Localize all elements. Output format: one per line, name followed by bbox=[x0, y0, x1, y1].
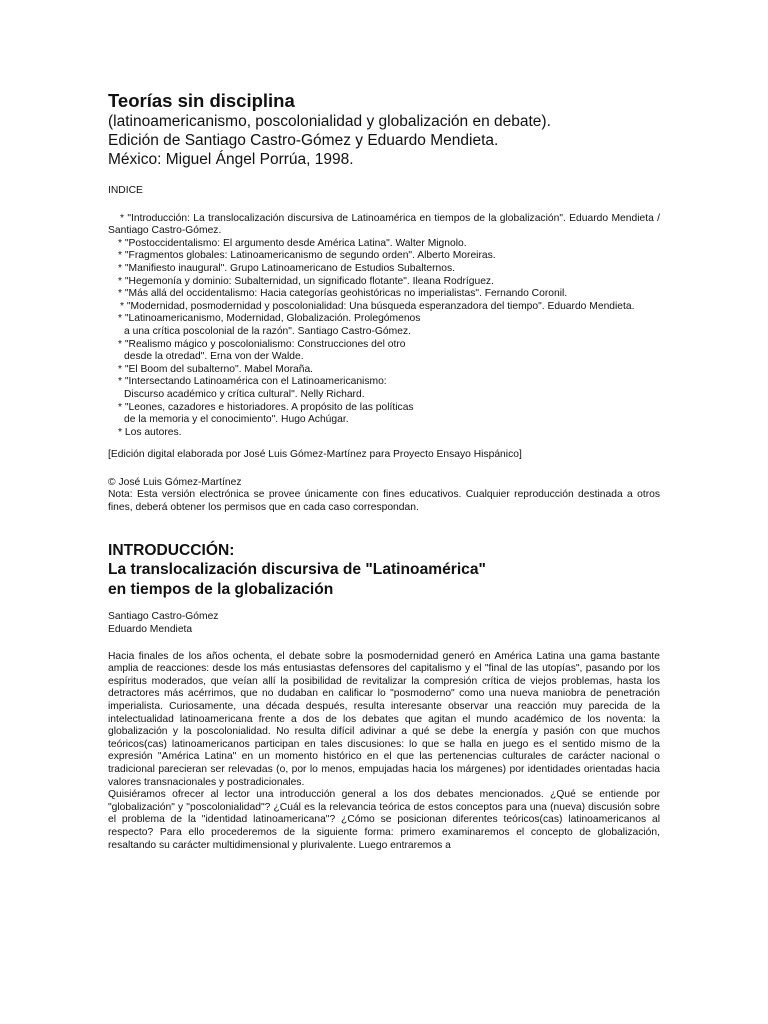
index-item-continuation: Discurso académico y crítica cultural". Nelly Richard. bbox=[124, 388, 365, 400]
index-item-continuation: a una crítica poscolonial de la razón". Santiago Castro-Gómez. bbox=[124, 325, 411, 337]
index-item: * Los autores. bbox=[118, 426, 182, 438]
index-item: * "Manifiesto inaugural". Grupo Latinoamericano de Estudios Subalternos. bbox=[118, 262, 456, 274]
index-item: * "Intersectando Latinoamérica con el Latinoamericanismo: bbox=[118, 376, 387, 388]
index-item: * "Postoccidentalismo: El argumento desde América Latina". Walter Mignolo. bbox=[118, 237, 467, 249]
intro-body bbox=[108, 651, 660, 853]
book-publisher: México: Miguel Ángel Porrúa, 1998. bbox=[108, 151, 354, 168]
index-item: * "Leones, cazadores e historiadores. A propósito de las políticas bbox=[118, 401, 414, 413]
introduction-heading bbox=[108, 541, 660, 600]
edition-note-block bbox=[108, 449, 660, 514]
body-paragraph: Quisiéramos ofrecer al lector una introducción general a los dos debates mencionados. ¿Qué se entiende por "globalización" y "poscolonialidad"? ¿Cuál es la relevancia teórica de estos conceptos para una (nueva) discusión sobre el problema de la "identidad latinoamericana"? ¿Cómo se posicionan diferentes teóricos(cas) latinoamericanos al respecto? Para ello procederemos de la siguiente forma: primero examinaremos el concepto de globalización, resaltando su carácter multidimensional y plurivalente. Luego entraremos a bbox=[108, 789, 660, 851]
intro-heading-line: en tiempos de la globalización bbox=[108, 580, 334, 598]
index-item-continuation: de la memoria y el conocimiento". Hugo Achúgar. bbox=[124, 414, 349, 426]
index-item: * "Modernidad, posmodernidad y poscolonialidad: Una búsqueda esperanzadora del tiempo". Eduardo Mendieta. bbox=[120, 300, 635, 312]
edition-note: [Edición digital elaborada por José Luis Gómez-Martínez para Proyecto Ensayo Hispánico] bbox=[108, 449, 522, 461]
index-item: * "Hegemonía y dominio: Subalternidad, un significado flotante". Ileana Rodríguez. bbox=[118, 275, 494, 287]
index-item: * "Más allá del occidentalismo: Hacia categorías geohistóricas no imperialistas". Fernando Coronil. bbox=[118, 288, 568, 300]
body-paragraph: Hacia finales de los años ochenta, el debate sobre la posmodernidad generó en América Latina una gama bastante amplia de reacciones: desde los más entusiastas defensores del capitalismo y el "final de las utopías", pasando por los espíritus moderados, que veían allí la posibilidad de revitalizar la compresión crítica de viejos problemas, hasta los detractores más acérrimos, que no dudaban en calificar lo "posmoderno" como una nueva maniobra de penetración imperialista. Curiosamente, una década después, resulta interesante observar una reacción muy parecida de la intelectualidad latinoamericana frente a dos de los debates que agitan el mundo académico de los noventa: la globalización y la poscolonialidad. No resulta difícil adivinar a qué se debe la energía y pasión con que muchos teóricos(cas) latinoamericanos participan en tales discusiones: lo que se halla en juego es el sentido mismo de la expresión "América Latina" en un momento histórico en el que las pertenencias culturales de carácter nacional o tradicional parecieran ser relevadas (o, por lo menos, empujadas hacia los márgenes) por identidades orientadas hacia valores transnacionales y postradicionales. bbox=[108, 650, 660, 788]
index-item: * "Realismo mágico y poscolonialismo: Construcciones del otro bbox=[118, 338, 406, 350]
index-item: * "Fragmentos globales: Latinoamericanismo de segundo orden". Alberto Moreiras. bbox=[118, 250, 496, 262]
index-item: * "El Boom del subalterno". Mabel Moraña. bbox=[118, 363, 314, 375]
usage-note: Nota: Esta versión electrónica se provee únicamente con fines educativos. Cualquier reproducción destinada a otros fines, deberá obtener los permisos que en cada caso correspondan. bbox=[108, 489, 660, 514]
index-item-continuation: desde la otredad". Erna von der Walde. bbox=[124, 351, 304, 363]
book-editors: Edición de Santiago Castro-Gómez y Eduardo Mendieta. bbox=[108, 132, 499, 149]
index-item: * "Introducción: La translocalización discursiva de Latinoamérica en tiempos de la globalización". Eduardo Mendieta / Santiago Castro-Gómez. bbox=[108, 212, 660, 237]
document-page bbox=[108, 90, 660, 852]
book-title: Teorías sin disciplina bbox=[108, 90, 295, 111]
book-title-block bbox=[108, 90, 660, 169]
index-list bbox=[108, 213, 660, 440]
index-label: INDICE bbox=[108, 185, 143, 196]
intro-heading-line: INTRODUCCIÓN: bbox=[108, 541, 235, 559]
intro-authors bbox=[108, 611, 660, 636]
author-name: Santiago Castro-Gómez bbox=[108, 611, 219, 623]
book-subtitle: (latinoamericanismo, poscolonialidad y globalización en debate). bbox=[108, 113, 551, 130]
copyright-line: © José Luis Gómez-Martínez bbox=[108, 476, 242, 488]
author-name: Eduardo Mendieta bbox=[108, 624, 193, 636]
intro-heading-line: La translocalización discursiva de "Latinoamérica" bbox=[108, 561, 486, 579]
index-item: * "Latinoamericanismo, Modernidad, Globalización. Prolegómenos bbox=[118, 313, 421, 325]
